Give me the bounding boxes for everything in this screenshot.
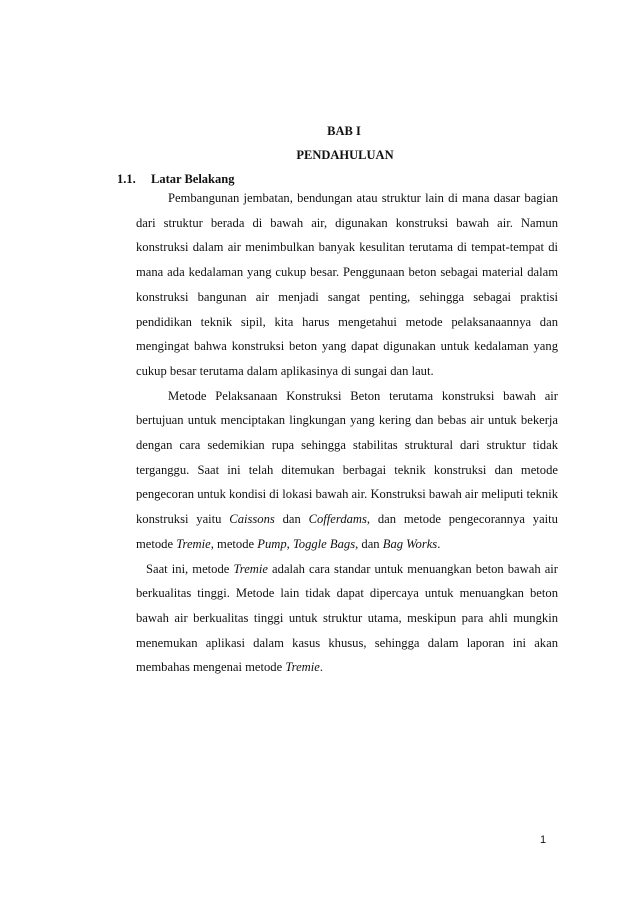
p2-text-3: , dan metode pengecorannya yaitu metode [136, 512, 558, 551]
body-text [136, 186, 558, 680]
term-bag-works: Bag Works [382, 536, 438, 551]
section-title: Latar Belakang [151, 172, 235, 186]
paragraph-2 [136, 384, 558, 557]
p2-text-6: , dan [355, 536, 383, 551]
paragraph-3 [136, 557, 558, 681]
section-number: 1.1. [117, 172, 136, 186]
p2-text-1: Metode Pelaksanaan Konstruksi Beton terutama konstruksi bawah air bertujuan untuk menciptakan lingkungan yang kering dan bebas air untuk bekerja dengan cara sedemikian rupa sehingga stabilitas struktural dari struktur tidak terganggu. Saat ini telah ditemukan berbagai teknik konstruksi dan metode pengecoran untuk kondisi di lokasi bawah air. Konstruksi bawah air meliputi teknik konstruksi yaitu [136, 388, 558, 527]
term-cofferdams: Cofferdams [308, 512, 367, 527]
term-toggle-bags: Toggle Bags [292, 536, 356, 551]
section-heading [117, 172, 234, 187]
p2-text-4: , metode [210, 536, 258, 551]
chapter-heading: BAB I [327, 124, 361, 138]
chapter-title: PENDAHULUAN [296, 148, 394, 162]
page-number: 1 [540, 834, 547, 846]
p2-text-2: dan [274, 512, 309, 527]
p3-text-1: Saat ini, metode [146, 561, 234, 576]
term-tremie: Tremie [233, 561, 268, 576]
p3-text-3: . [319, 660, 323, 675]
p2-text-5: , [286, 536, 293, 551]
term-tremie: Tremie [176, 536, 211, 551]
p2-text-7: . [437, 536, 441, 551]
term-caissons: Caissons [229, 512, 275, 527]
term-tremie: Tremie [285, 660, 320, 675]
p3-text-2: adalah cara standar untuk menuangkan beton bawah air berkualitas tinggi. Metode lain tidak dapat dipercaya untuk menuangkan beton bawah air berkualitas tinggi untuk struktur utama, meskipun para ahli mungkin menemukan aplikasi dalam kasus khusus, sehingga dalam laporan ini akan membahas mengenai metode [136, 561, 558, 675]
term-pump: Pump [257, 536, 287, 551]
paragraph-1: Pembangunan jembatan, bendungan atau struktur lain di mana dasar bagian dari struktur berada di bawah air, digunakan konstruksi bawah air. Namun konstruksi dalam air menimbulkan banyak kesulitan terutama di tempat-tempat di mana ada kedalaman yang cukup besar. Penggunaan beton sebagai material dalam konstruksi bangunan air menjadi sangat penting, sehingga sebagai praktisi pendidikan teknik sipil, kita harus mengetahui metode pelaksanaannya dan mengingat bahwa konstruksi beton yang dapat digunakan untuk kedalaman yang cukup besar terutama dalam aplikasinya di sungai dan laut. [136, 191, 558, 378]
